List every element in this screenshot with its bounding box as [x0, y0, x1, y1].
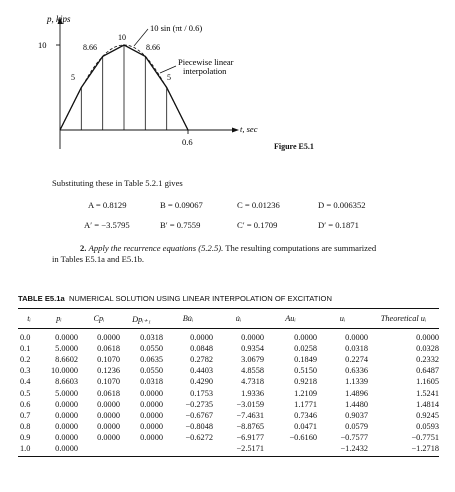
constant-B-prime: B′ = 0.7559: [160, 220, 201, 230]
table-cell: 1.2109: [294, 388, 317, 398]
table-cell: 0.0471: [294, 421, 317, 431]
table-cell: −0.7751: [411, 432, 439, 442]
table-header-row: [18, 309, 439, 329]
table-cell: 0.0: [20, 333, 31, 343]
header-t: tᵢ: [18, 309, 40, 329]
table-cell: 1.1771: [294, 399, 317, 409]
table-row: [18, 343, 439, 354]
constant-B: B = 0.09067: [160, 200, 203, 210]
table-cell: 0.0000: [140, 399, 163, 409]
table-row: [18, 376, 439, 387]
header-u: uᵢ: [317, 309, 368, 329]
table-cell: −3.0159: [236, 399, 264, 409]
table-cell: 0.0550: [140, 366, 163, 376]
table-cell: 1.0: [18, 443, 40, 457]
table-cell: 0.0000: [140, 410, 163, 420]
table-cell: 0.0328: [416, 344, 439, 354]
table-cell: 1.1339: [345, 377, 368, 387]
table-cell: 0.0000: [55, 432, 78, 442]
table-title: NUMERICAL SOLUTION USING LINEAR INTERPOLATION OF EXCITATION: [68, 294, 332, 303]
table-cell: −2.5171: [213, 443, 264, 457]
table-cell: 0.0550: [140, 344, 163, 354]
point-label-5-right: 5: [167, 73, 171, 82]
table-cell: 0.0000: [55, 421, 78, 431]
table-cell: 0.1849: [294, 355, 317, 365]
table-cell: 0.6487: [416, 366, 439, 376]
table-row: [18, 399, 439, 410]
table-cell: 0.4403: [190, 366, 213, 376]
table-cell: 0.0635: [140, 355, 163, 365]
interp-label-leader: [160, 66, 176, 73]
table-cell: 0.8: [20, 421, 31, 431]
header-Bu-dot: Bu̇ᵢ: [163, 309, 213, 329]
table-cell: −6.9177: [236, 432, 264, 442]
table-cell: 0.9354: [241, 344, 264, 354]
table-cell: −1.2432: [317, 443, 368, 457]
table-heading: [18, 294, 332, 303]
table-cell: 0.0579: [345, 421, 368, 431]
substituting-paragraph: Substituting these in Table 5.2.1 gives: [52, 178, 183, 188]
table-cell: 0.3: [20, 366, 31, 376]
table-cell: 0.0000: [345, 333, 368, 343]
table-cell: 0.0000: [140, 432, 163, 442]
table-cell: 0.0000: [294, 333, 317, 343]
table-cell: 0.1753: [190, 388, 213, 398]
table-cell: [264, 443, 317, 457]
table-cell: 8.6603: [55, 377, 78, 387]
header-Au: Auᵢ: [264, 309, 317, 329]
table-cell: 0.0000: [55, 333, 78, 343]
figure-caption: Figure E5.1: [274, 142, 314, 151]
table-cell: [120, 443, 163, 457]
y-axis-label: p, kips: [47, 14, 71, 24]
table-cell: [163, 443, 213, 457]
table-cell: 0.0318: [140, 377, 163, 387]
table-cell: 0.6336: [345, 366, 368, 376]
point-label-8.66-right: 8.66: [146, 43, 160, 52]
table-cell: 0.0000: [190, 333, 213, 343]
table-row: [18, 421, 439, 432]
interp-label-line1: Piecewise linear: [178, 57, 234, 67]
step-2-number: 2.: [80, 243, 87, 253]
step-2-rest: The resulting computations are summarized: [223, 243, 377, 253]
table-cell: 1.4896: [345, 388, 368, 398]
table-cell: −0.6272: [185, 432, 213, 442]
table-row: [18, 443, 439, 457]
sample-ordinates: [81, 45, 166, 130]
y-tick-label: 10: [38, 40, 47, 50]
curve-label: 10 sin (πt / 0.6): [150, 23, 203, 33]
table-cell: 0.9: [20, 432, 31, 442]
table-cell: 0.0000: [97, 421, 120, 431]
table-cell: 0.0000: [97, 333, 120, 343]
table-cell: 0.0000: [140, 388, 163, 398]
table-cell: 0.7346: [294, 410, 317, 420]
constant-D-prime: D′ = 0.1871: [318, 220, 359, 230]
table-cell: 0.0000: [241, 333, 264, 343]
table-cell: 0.2: [20, 355, 31, 365]
table-cell: 5.0000: [55, 388, 78, 398]
table-cell: 0.0000: [55, 410, 78, 420]
table-cell: 4.7318: [241, 377, 264, 387]
table-cell: 0.0000: [55, 399, 78, 409]
constant-C-prime: C′ = 0.1709: [237, 220, 278, 230]
table-row: [18, 410, 439, 421]
table-cell: 1.1605: [416, 377, 439, 387]
header-p: pᵢ: [40, 309, 78, 329]
x-axis-label: t, sec: [240, 124, 258, 134]
table-cell: 0.9245: [416, 410, 439, 420]
table-cell: 0.1070: [97, 355, 120, 365]
load-figure: [0, 0, 455, 160]
table-cell: 0.0000: [140, 421, 163, 431]
table-cell: 5.0000: [55, 344, 78, 354]
table-cell: 0.4: [20, 377, 31, 387]
point-label-8.66-left: 8.66: [83, 43, 97, 52]
table-cell: 0.7: [20, 410, 31, 420]
table-cell: 0.0000: [97, 410, 120, 420]
table-cell: −0.8048: [185, 421, 213, 431]
step-2-line2: in Tables E5.1a and E5.1b.: [52, 254, 145, 264]
table-cell: 0.5: [20, 388, 31, 398]
constant-A-prime: A′ = −3.5795: [84, 220, 130, 230]
table-cell: 3.0679: [241, 355, 264, 365]
header-u-dot: u̇ᵢ: [213, 309, 264, 329]
constant-C: C = 0.01236: [237, 200, 280, 210]
table-cell: 0.1070: [97, 377, 120, 387]
point-label-5-left: 5: [71, 73, 75, 82]
table-cell: 0.0000: [97, 399, 120, 409]
numerical-solution-table: [18, 308, 439, 457]
table-cell: 1.5241: [416, 388, 439, 398]
table-cell: 0.2332: [416, 355, 439, 365]
table-cell: 4.8558: [241, 366, 264, 376]
table-label: TABLE E5.1a: [18, 294, 65, 303]
table-row: [18, 354, 439, 365]
table-cell: 0.0318: [345, 344, 368, 354]
table-cell: 0.0593: [416, 421, 439, 431]
header-Dp: Dpᵢ₊₁: [120, 309, 163, 329]
table-cell: 0.6: [20, 399, 31, 409]
table-cell: −8.8765: [236, 421, 264, 431]
table-cell: 0.0000: [97, 432, 120, 442]
header-theoretical-u: Theoretical uᵢ: [368, 309, 439, 329]
table-cell: −1.2718: [368, 443, 439, 457]
table-cell: 0.9218: [294, 377, 317, 387]
table-cell: 0.1: [20, 344, 31, 354]
table-cell: 1.4480: [345, 399, 368, 409]
table-cell: −7.4631: [236, 410, 264, 420]
x-tick-label: 0.6: [182, 137, 193, 147]
table-cell: −0.7577: [340, 432, 368, 442]
table-cell: −0.2735: [185, 399, 213, 409]
interp-label-line2: interpolation: [183, 66, 227, 76]
table-row: [18, 365, 439, 376]
table-cell: 0.0618: [97, 344, 120, 354]
x-axis-arrow: [232, 128, 239, 133]
table-row: [18, 432, 439, 443]
table-cell: 1.4814: [416, 399, 439, 409]
table-cell: 0.2274: [345, 355, 368, 365]
table-cell: −0.6160: [289, 432, 317, 442]
table-cell: 10.0000: [51, 366, 78, 376]
table-cell: 0.9037: [345, 410, 368, 420]
table-cell: 0.0000: [40, 443, 78, 457]
step-2-paragraph: [52, 243, 376, 265]
table-cell: 0.1236: [97, 366, 120, 376]
constant-A: A = 0.8129: [88, 200, 127, 210]
table-cell: 0.4290: [190, 377, 213, 387]
table-cell: [78, 443, 120, 457]
table-cell: 8.6602: [55, 355, 78, 365]
table-cell: −0.6767: [185, 410, 213, 420]
table-cell: 0.5150: [294, 366, 317, 376]
table-cell: 0.0848: [190, 344, 213, 354]
table-cell: 0.0258: [294, 344, 317, 354]
table-cell: 0.0318: [140, 333, 163, 343]
point-label-10: 10: [118, 33, 126, 42]
step-2-italic: Apply the recurrence equations (5.2.5).: [88, 243, 224, 253]
table-row: [18, 387, 439, 398]
constant-D: D = 0.006352: [318, 200, 366, 210]
table-cell: 0.0618: [97, 388, 120, 398]
table-cell: 0.0000: [416, 333, 439, 343]
header-Cp: Cpᵢ: [78, 309, 120, 329]
table-cell: 0.2782: [190, 355, 213, 365]
table-cell: 1.9336: [241, 388, 264, 398]
table-row: [18, 329, 439, 344]
